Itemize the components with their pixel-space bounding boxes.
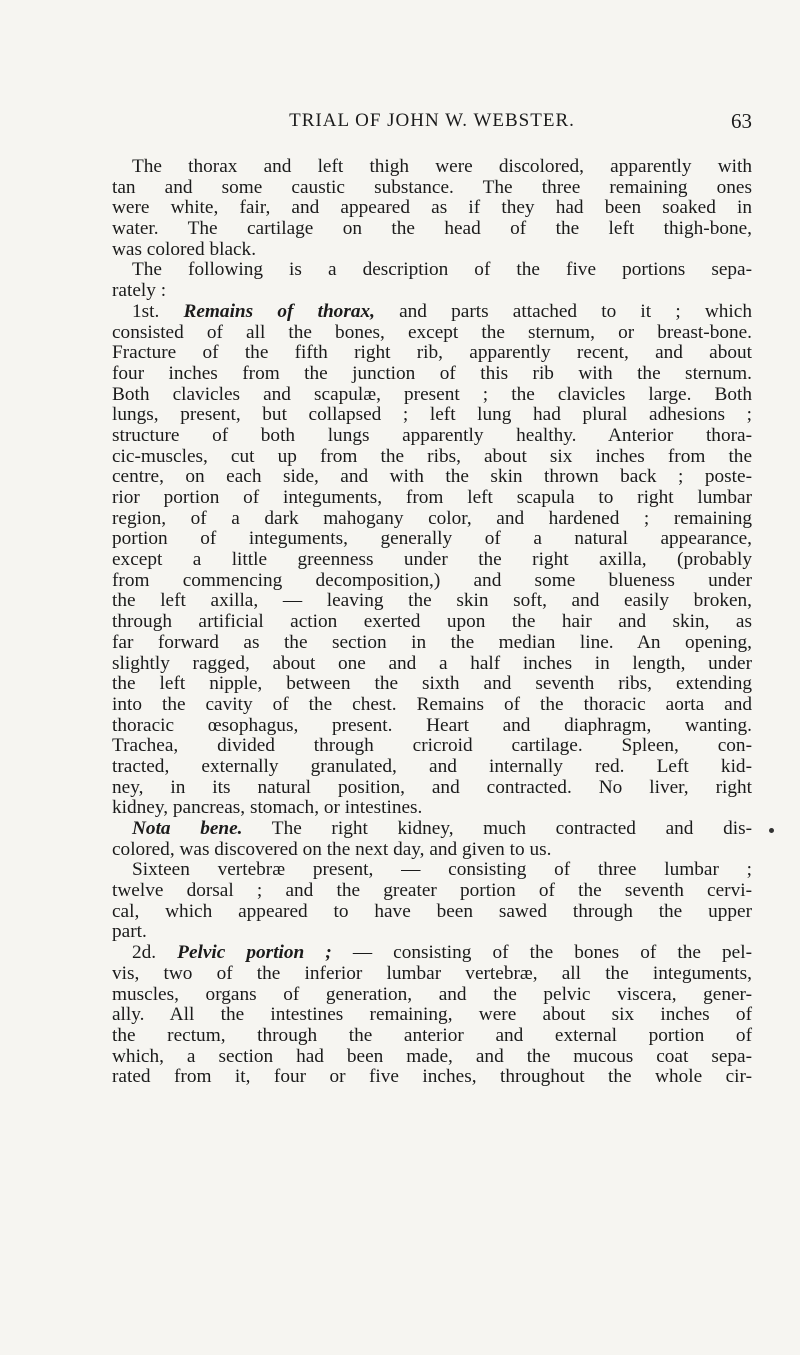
text-segment: and parts attached to it ; which bbox=[374, 300, 752, 322]
text-line: The thorax and left thigh were discolored, apparently with bbox=[132, 156, 752, 177]
text-line: were white, fair, and appeared as if they had been soaked in bbox=[112, 197, 752, 219]
body-text bbox=[112, 157, 752, 1088]
text-line: The following is a description of the five portions sepa- bbox=[132, 259, 752, 281]
text-line: the left axilla, — leaving the skin soft, and easily broken, bbox=[112, 590, 752, 612]
text-line bbox=[112, 819, 752, 840]
text-line: four inches from the junction of this rib with the sternum. bbox=[112, 362, 752, 384]
text-line: which, a section had been made, and the mucous coat sepa- bbox=[112, 1045, 752, 1067]
text-line: part. bbox=[112, 921, 147, 943]
text-line: into the cavity of the chest. Remains of the thoracic aorta and bbox=[112, 693, 752, 715]
text-line: portion of integuments, generally of a natural appearance, bbox=[112, 528, 752, 550]
text-line: tracted, externally granulated, and internally red. Left kid- bbox=[112, 755, 752, 777]
text-line: rated from it, four or five inches, throughout the whole cir- bbox=[112, 1066, 752, 1088]
text-line: cal, which appeared to have been sawed through the upper bbox=[112, 900, 752, 922]
text-line: kidney, pancreas, stomach, or intestines. bbox=[112, 797, 423, 819]
text-segment: — consisting of the bones of the pel- bbox=[331, 942, 752, 964]
text-line: colored, was discovered on the next day, and given to us. bbox=[112, 838, 552, 860]
page-header bbox=[112, 106, 752, 136]
text-line: Trachea, divided through cricroid cartilage. Spleen, con- bbox=[112, 735, 752, 757]
text-line: vis, two of the inferior lumbar vertebræ, all the integuments, bbox=[112, 962, 752, 984]
text-line: tan and some caustic substance. The three remaining ones bbox=[112, 176, 752, 198]
margin-dot-mark bbox=[769, 828, 774, 833]
text-line: cic-muscles, cut up from the ribs, about six inches from the bbox=[112, 445, 752, 467]
text-line: consisted of all the bones, except the sternum, or breast-bone. bbox=[112, 321, 752, 343]
text-line: except a little greenness under the right axilla, (probably bbox=[112, 549, 752, 571]
text-line: ney, in its natural position, and contracted. No liver, right bbox=[112, 776, 752, 798]
text-line: Both clavicles and scapulæ, present ; the clavicles large. Both bbox=[112, 383, 752, 405]
text-line: twelve dorsal ; and the greater portion of the seventh cervi- bbox=[112, 880, 752, 902]
text-line: from commencing decomposition,) and some blueness under bbox=[112, 569, 752, 591]
text-line: Sixteen vertebræ present, — consisting of three lumbar ; bbox=[132, 859, 752, 881]
text-line: centre, on each side, and with the skin thrown back ; poste- bbox=[112, 466, 752, 488]
text-line: muscles, organs of generation, and the pelvic viscera, gener- bbox=[112, 983, 752, 1005]
text-line: ally. All the intestines remaining, were about six inches of bbox=[112, 1004, 752, 1026]
running-head: TRIAL OF JOHN W. WEBSTER. bbox=[289, 110, 575, 131]
text-segment: The right kidney, much contracted and dis- bbox=[242, 818, 753, 839]
section-number: 1st. bbox=[132, 300, 184, 322]
section-heading-pelvic: Pelvic portion ; bbox=[177, 942, 332, 964]
section-heading-thorax: Remains of thorax, bbox=[183, 300, 375, 322]
text-line bbox=[112, 302, 752, 323]
section-number: 2d. bbox=[132, 942, 178, 964]
text-line bbox=[112, 943, 752, 964]
page-number: 63 bbox=[731, 109, 752, 133]
text-line: through artificial action exerted upon the hair and skin, as bbox=[112, 611, 752, 633]
text-line: the left nipple, between the sixth and seventh ribs, extending bbox=[112, 673, 752, 695]
text-line: rior portion of integuments, from left scapula to right lumbar bbox=[112, 487, 752, 508]
nota-bene-heading: Nota bene. bbox=[132, 818, 243, 839]
text-line: Fracture of the fifth right rib, apparently recent, and about bbox=[112, 342, 752, 364]
text-line: slightly ragged, about one and a half inches in length, under bbox=[112, 652, 752, 674]
text-line: far forward as the section in the median line. An opening, bbox=[112, 631, 752, 653]
text-line: the rectum, through the anterior and external portion of bbox=[112, 1024, 752, 1046]
text-line: thoracic œsophagus, present. Heart and diaphragm, wanting. bbox=[112, 714, 752, 736]
text-line: lungs, present, but collapsed ; left lung had plural adhesions ; bbox=[112, 404, 752, 426]
text-line: was colored black. bbox=[112, 238, 257, 260]
text-line: water. The cartilage on the head of the left thigh-bone, bbox=[112, 218, 752, 240]
text-line: rately : bbox=[112, 280, 167, 302]
text-line: region, of a dark mahogany color, and hardened ; remaining bbox=[112, 507, 752, 529]
text-line: structure of both lungs apparently healthy. Anterior thora- bbox=[112, 424, 752, 446]
